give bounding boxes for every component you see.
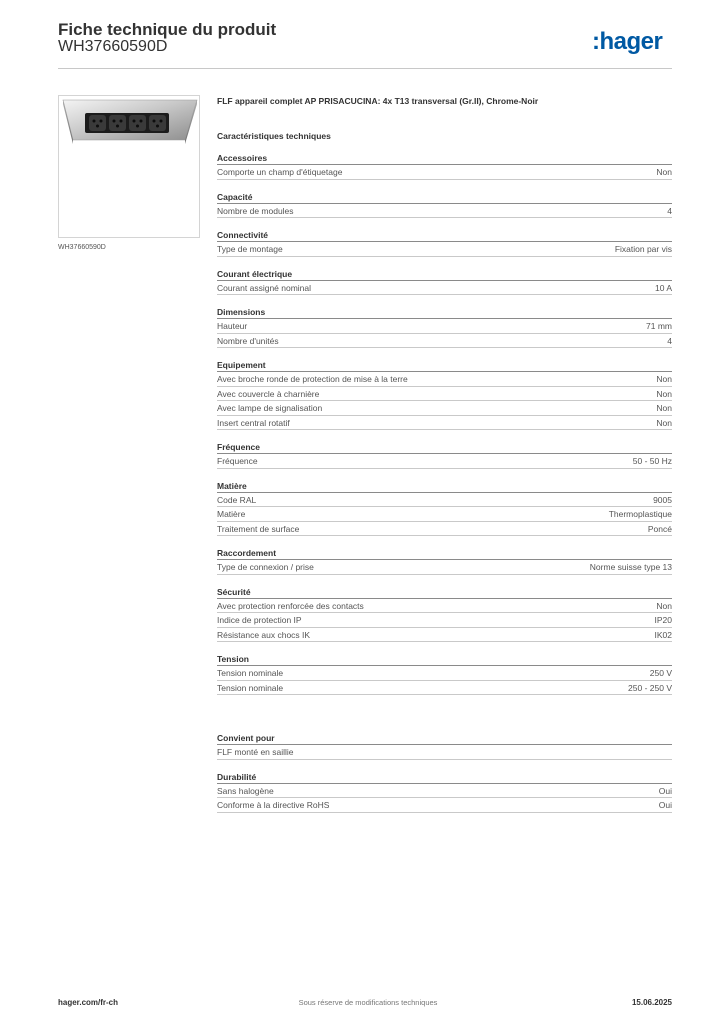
spec-row [217,387,672,402]
spec-value: Non [656,388,672,399]
spec-label: Sans halogène [217,785,274,796]
spec-row [217,784,672,799]
spec-label: Courant assigné nominal [217,282,312,293]
footer-date: 15.06.2025 [631,998,672,1007]
section-heading: Sécurité [217,586,672,599]
spec-value: 9005 [653,494,672,505]
product-code: WH37660590D [58,38,168,55]
spec-label: Matière [217,509,246,519]
spec-row [217,281,672,296]
spec-value: 250 V [649,668,672,678]
product-title: FLF appareil complet AP PRISACUCINA: 4x T13 transversal (Gr.II), Chrome-Noir [217,96,539,106]
spec-label: Insert central rotatif [217,417,290,428]
header-divider [58,68,672,69]
spec-row [217,507,672,522]
spec-label: Avec broche ronde de protection de mise à la terre [217,374,408,384]
spec-label: Type de connexion / prise [217,562,314,572]
spec-label: Hauteur [217,321,248,331]
spec-row [217,613,672,628]
spec-row [217,242,672,257]
spec-row [217,628,672,643]
spec-row [217,165,672,180]
spec-row [217,745,672,760]
spec-content [217,95,672,813]
spec-row [217,204,672,219]
spec-row [217,454,672,469]
spec-value: Non [656,167,672,177]
section-heading: Capacité [217,191,672,204]
spec-label: Tension nominale [217,682,284,693]
section-heading: Convient pour [217,732,672,745]
spec-row [217,522,672,537]
spec-label: Traitement de surface [217,523,300,534]
spec-label: Avec protection renforcée des contacts [217,600,364,611]
spec-value: 4 [667,335,672,346]
spec-row [217,666,672,681]
spec-row [217,416,672,431]
spec-label: Comporte un champ d'étiquetage [217,167,343,177]
spec-value: 10 A [654,282,672,293]
spec-label: Avec couvercle à charnière [217,388,320,399]
hager-logo-text: :hager [592,28,663,55]
spec-row [217,372,672,387]
section-heading: Fréquence [217,441,672,454]
spec-label: Résistance aux chocs IK [217,629,311,640]
spec-row [217,334,672,349]
spec-value: Fixation par vis [614,244,672,254]
spec-value: Non [656,600,672,611]
spec-value: 250 - 250 V [628,682,672,693]
section-heading: Matière [217,480,672,493]
spec-value: Non [656,374,672,384]
image-caption: WH37660590D [58,244,106,251]
spec-label: Tension nominale [217,668,284,678]
spec-row [217,798,672,813]
spec-value: Poncé [647,523,672,534]
spec-sections [217,152,672,695]
spec-value: 4 [667,205,672,216]
spec-row [217,493,672,508]
spec-value: Oui [658,785,672,796]
section-heading: Connectivité [217,229,672,242]
page-title: Fiche technique du produit [58,20,277,39]
hager-logo [592,28,676,56]
footer-notice: Sous réserve de modifications techniques [298,998,438,1007]
spec-label: Fréquence [217,456,258,466]
footer-website[interactable]: hager.com/fr-ch [58,998,119,1007]
spec-value: Non [656,403,672,413]
socket-image-icon [59,96,200,238]
section-heading: Durabilité [217,771,672,784]
spec-row [217,681,672,696]
spec-value: Norme suisse type 13 [589,562,672,572]
spec-value: IK02 [654,629,672,640]
section-heading: Equipement [217,359,672,372]
product-image [58,95,200,238]
spec-row [217,560,672,575]
spec-sections-extra [217,732,672,813]
section-heading: Tension [217,653,672,666]
spec-label: Nombre d'unités [217,335,279,346]
spec-row [217,599,672,614]
section-heading: Raccordement [217,547,672,560]
spec-label: Indice de protection IP [217,615,302,625]
tech-heading: Caractéristiques techniques [217,131,331,141]
spec-row [217,319,672,334]
spec-value: Non [656,417,672,428]
section-heading: Dimensions [217,306,672,319]
spec-label: Type de montage [217,244,283,254]
spec-label: Nombre de modules [217,205,294,216]
spec-label: Code RAL [217,494,257,505]
section-heading: Accessoires [217,152,672,165]
spec-value: Oui [658,800,672,810]
spec-value: 50 - 50 Hz [632,456,672,466]
section-heading: Courant électrique [217,268,672,281]
spec-row [217,401,672,416]
spec-value: Thermoplastique [608,509,672,519]
spec-value: IP20 [654,615,672,625]
spec-label: Conforme à la directive RoHS [217,800,330,810]
spec-label: FLF monté en saillie [217,747,294,757]
spec-value: 71 mm [646,321,672,331]
spec-label: Avec lampe de signalisation [217,403,323,413]
